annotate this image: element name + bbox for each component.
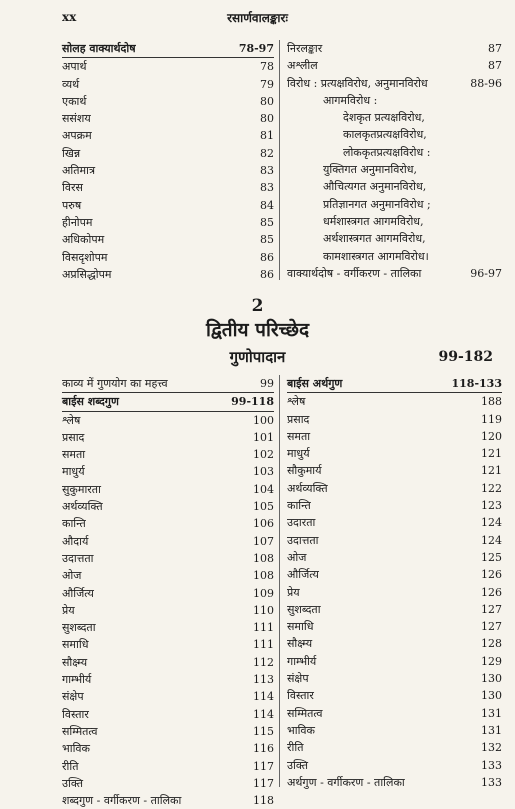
- toc-entry-page: 111: [253, 621, 274, 635]
- toc-entry-label: अर्थगुण - वर्गीकरण - तालिका: [287, 775, 405, 789]
- toc-entry: [62, 58, 274, 75]
- toc-entry: [287, 687, 502, 704]
- toc-entry: [62, 636, 274, 653]
- toc-entry-label: कामशास्त्रगत आगमविरोध।: [323, 249, 429, 263]
- toc-section2-left: [62, 375, 274, 809]
- toc-entry-label: अपार्थ: [62, 60, 87, 74]
- toc-entry-page: 105: [253, 500, 274, 514]
- toc-entry-page: 122: [481, 481, 502, 495]
- toc-entry-page: 104: [253, 482, 274, 496]
- toc-entry-label: औदार्य: [62, 534, 89, 548]
- toc-entry-label: सुकुमारता: [62, 482, 101, 496]
- toc-entry: [287, 144, 502, 161]
- toc-entry: [287, 549, 502, 566]
- toc-entry-label: शब्दगुण - वर्गीकरण - तालिका: [62, 794, 182, 808]
- toc-entry: [287, 57, 502, 74]
- toc-entry-page: 114: [253, 707, 274, 721]
- toc-entry: [62, 740, 274, 757]
- toc-entry-label: सौक्ष्म्य: [62, 655, 88, 669]
- toc-entry: [62, 585, 274, 602]
- toc-entry-label: अर्थव्यक्ति: [287, 481, 328, 495]
- toc-entry: [287, 428, 502, 445]
- toc-entry-label: समाधि: [62, 638, 89, 652]
- toc-entry-label: उदात्तता: [62, 551, 94, 565]
- toc-entry: [287, 462, 502, 479]
- toc-entry: [62, 550, 274, 567]
- toc-entry: [287, 497, 502, 514]
- toc-entry-page: 128: [481, 637, 502, 651]
- toc-entry: [287, 161, 502, 178]
- toc-entry-page: 96-97: [470, 266, 502, 280]
- toc-entry: [287, 618, 502, 635]
- column-divider: [279, 40, 280, 280]
- toc-entry: [62, 412, 274, 429]
- toc-entry: [287, 514, 502, 531]
- toc-entry-label: बाईस अर्थगुण: [287, 377, 343, 390]
- toc-entry-page: 83: [260, 164, 274, 178]
- toc-entry-label: भाविक: [287, 723, 315, 737]
- toc-entry: [62, 76, 274, 93]
- toc-entry-page: 188: [481, 395, 502, 409]
- toc-entry-page: 120: [481, 429, 502, 443]
- toc-entry: [62, 723, 274, 740]
- toc-entry-page: 86: [260, 267, 274, 281]
- toc-entry-label: सुशब्दता: [287, 602, 321, 616]
- toc-entry: [62, 162, 274, 179]
- toc-entry-page: 125: [481, 550, 502, 564]
- toc-entry-page: 117: [253, 759, 274, 773]
- toc-entry: [62, 93, 274, 110]
- toc-entry-label: गाम्भीर्य: [287, 654, 317, 668]
- toc-entry-label: औचित्यगत अनुमानविरोध,: [323, 180, 427, 194]
- column-divider: [279, 375, 280, 787]
- toc-entry-page: 126: [481, 568, 502, 582]
- chapter-number: 2: [251, 296, 264, 316]
- toc-entry-label: विरस: [62, 181, 83, 195]
- toc-entry-page: 123: [481, 499, 502, 513]
- toc-entry-label: उक्ति: [287, 758, 309, 772]
- toc-entry-page: 88-96: [470, 76, 502, 90]
- toc-entry-label: सुशब्दता: [62, 621, 96, 635]
- toc-entry-page: 81: [260, 129, 274, 143]
- toc-entry: [287, 75, 502, 92]
- toc-entry-label: संक्षेप: [287, 672, 309, 686]
- toc-entry: [62, 619, 274, 636]
- toc-section2-right: [287, 375, 502, 791]
- toc-entry: [62, 375, 274, 393]
- toc-entry-label: श्लेष: [287, 395, 306, 409]
- toc-entry-page: 111: [253, 638, 274, 652]
- toc-entry: [62, 706, 274, 723]
- toc-entry-page: 124: [481, 516, 502, 530]
- toc-entry: [287, 40, 502, 57]
- toc-entry-label: माधुर्य: [62, 465, 85, 479]
- toc-entry-page: 101: [253, 430, 274, 444]
- toc-entry-page: 99-118: [231, 395, 274, 409]
- toc-entry-page: 121: [481, 464, 502, 478]
- toc-entry: [287, 739, 502, 756]
- toc-entry: [62, 266, 274, 283]
- toc-entry: [62, 249, 274, 266]
- toc-entry-page: 100: [253, 413, 274, 427]
- toc-entry-label: खिन्न: [62, 146, 81, 160]
- toc-entry: [62, 463, 274, 480]
- toc-entry-label: कालकृतप्रत्यक्षविरोध,: [343, 128, 427, 142]
- toc-entry-page: 115: [253, 724, 274, 738]
- toc-entry-label: सम्मितत्व: [62, 724, 98, 738]
- toc-entry: [287, 757, 502, 774]
- toc-entry-label: और्जित्य: [62, 586, 94, 600]
- toc-entry: [62, 179, 274, 196]
- toc-entry-label: उदारता: [287, 516, 316, 530]
- toc-group-heading: [287, 375, 502, 393]
- toc-entry: [287, 774, 502, 791]
- toc-entry-label: कान्ति: [287, 499, 311, 513]
- toc-entry-page: 107: [253, 534, 274, 548]
- toc-entry-label: ओज: [62, 569, 82, 583]
- toc-entry-label: काव्य में गुणयोग का महत्त्व: [62, 377, 168, 390]
- toc-entry-page: 83: [260, 181, 274, 195]
- toc-entry-label: अर्थशास्त्रगत आगमविरोध,: [323, 232, 426, 246]
- toc-entry-page: 124: [481, 533, 502, 547]
- toc-entry-label: विस्तार: [62, 707, 89, 721]
- toc-entry-label: सौकुमार्य: [287, 464, 322, 478]
- toc-entry: [62, 446, 274, 463]
- toc-entry: [62, 567, 274, 584]
- toc-entry-label: माधुर्य: [287, 447, 310, 461]
- toc-entry-label: बाईस शब्दगुण: [62, 395, 119, 409]
- toc-entry: [287, 248, 502, 265]
- toc-entry: [287, 653, 502, 670]
- page-number: xx: [62, 10, 77, 24]
- toc-entry-page: 112: [253, 655, 274, 669]
- toc-entry-label: निरलङ्कार: [287, 42, 323, 55]
- toc-entry: [62, 775, 274, 792]
- toc-entry-page: 99: [260, 377, 274, 390]
- toc-entry: [62, 671, 274, 688]
- section-page-range: 99-182: [438, 349, 493, 365]
- section-title: गुणोपादान: [229, 348, 286, 366]
- toc-entry-label: व्यर्थ: [62, 77, 80, 91]
- toc-entry: [62, 498, 274, 515]
- toc-entry-label: विस्तार: [287, 689, 314, 703]
- toc-entry-label: आगमविरोध :: [323, 93, 378, 107]
- toc-entry: [62, 758, 274, 775]
- toc-entry-page: 78-97: [238, 42, 274, 55]
- toc-entry-page: 133: [481, 758, 502, 772]
- toc-entry: [62, 602, 274, 619]
- toc-entry: [287, 480, 502, 497]
- toc-entry-page: 127: [481, 602, 502, 616]
- toc-entry: [62, 429, 274, 446]
- toc-entry-page: 80: [260, 112, 274, 126]
- toc-entry-label: उक्ति: [62, 776, 84, 790]
- toc-entry-label: प्रेय: [287, 585, 300, 599]
- toc-entry-label: प्रसाद: [287, 412, 310, 426]
- toc-entry: [287, 566, 502, 583]
- toc-entry: [62, 197, 274, 214]
- toc-entry-label: विरोध : प्रत्यक्षविरोध, अनुमानविरोध: [287, 76, 428, 90]
- toc-entry-label: समता: [62, 448, 86, 462]
- toc-entry-label: परुष: [62, 198, 82, 212]
- toc-entry-page: 103: [253, 465, 274, 479]
- toc-entry-page: 79: [260, 77, 274, 91]
- toc-entry-label: रीति: [62, 759, 79, 773]
- toc-entry: [287, 265, 502, 282]
- toc-entry-page: 130: [481, 672, 502, 686]
- toc-entry-label: अतिमात्र: [62, 164, 96, 178]
- toc-entry-page: 130: [481, 689, 502, 703]
- toc-entry: [287, 178, 502, 195]
- toc-entry-page: 118-133: [451, 377, 502, 390]
- toc-entry-label: रीति: [287, 741, 304, 755]
- toc-entry-label: गाम्भीर्य: [62, 673, 92, 687]
- toc-entry-page: 80: [260, 94, 274, 108]
- toc-entry-page: 119: [481, 412, 502, 426]
- toc-entry-page: 126: [481, 585, 502, 599]
- toc-entry-label: उदात्तता: [287, 533, 319, 547]
- toc-entry-page: 131: [481, 706, 502, 720]
- toc-entry-page: 85: [260, 215, 274, 229]
- chapter-title: द्वितीय परिच्छेद: [205, 319, 310, 341]
- toc-entry: [287, 92, 502, 109]
- toc-entry-page: 109: [253, 586, 274, 600]
- toc-entry-label: अप्रसिद्धोपम: [62, 267, 112, 281]
- toc-entry-page: 102: [253, 448, 274, 462]
- toc-entry-page: 114: [253, 690, 274, 704]
- toc-entry: [62, 481, 274, 498]
- toc-entry-page: 106: [253, 517, 274, 531]
- toc-entry-label: धर्मशास्त्रगत आगमविरोध,: [323, 214, 424, 228]
- toc-entry: [62, 127, 274, 144]
- toc-entry-label: देशकृत प्रत्यक्षविरोध,: [343, 111, 425, 125]
- toc-entry-label: श्लेष: [62, 413, 81, 427]
- toc-entry: [287, 635, 502, 652]
- toc-entry-label: सम्मितत्व: [287, 706, 323, 720]
- toc-entry-label: युक्तिगत अनुमानविरोध,: [323, 163, 417, 177]
- toc-entry-page: 121: [481, 447, 502, 461]
- toc-entry-label: सौक्ष्म्य: [287, 637, 313, 651]
- toc-entry-label: समाधि: [287, 620, 314, 634]
- toc-entry: [62, 654, 274, 671]
- toc-section1-left: [62, 40, 274, 283]
- toc-entry-page: 82: [260, 146, 274, 160]
- toc-entry-page: 118: [253, 794, 274, 808]
- toc-entry-label: प्रसाद: [62, 430, 85, 444]
- toc-entry-label: वाक्यार्थदोष - वर्गीकरण - तालिका: [287, 266, 422, 280]
- toc-entry: [287, 196, 502, 213]
- toc-entry: [287, 126, 502, 143]
- toc-entry-label: ससंशय: [62, 112, 91, 126]
- toc-entry-label: सोलह वाक्यार्थदोष: [62, 42, 136, 55]
- toc-entry: [287, 213, 502, 230]
- toc-group-heading: [62, 40, 274, 58]
- toc-entry: [287, 411, 502, 428]
- toc-entry-label: संक्षेप: [62, 690, 84, 704]
- toc-entry-page: 132: [481, 741, 502, 755]
- toc-entry-page: 127: [481, 620, 502, 634]
- toc-entry-page: 108: [253, 551, 274, 565]
- toc-entry: [287, 722, 502, 739]
- toc-entry-page: 131: [481, 723, 502, 737]
- toc-entry: [287, 393, 502, 410]
- toc-entry: [62, 533, 274, 550]
- toc-entry: [287, 601, 502, 618]
- toc-entry: [287, 670, 502, 687]
- toc-entry: [287, 532, 502, 549]
- toc-entry-label: प्रेय: [62, 603, 75, 617]
- toc-entry-page: 108: [253, 569, 274, 583]
- toc-entry-page: 113: [253, 673, 274, 687]
- toc-entry: [287, 109, 502, 126]
- toc-entry: [62, 110, 274, 127]
- toc-entry: [287, 584, 502, 601]
- toc-entry-page: 84: [260, 198, 274, 212]
- toc-entry: [62, 214, 274, 231]
- running-title: रसार्णवालङ्कारः: [227, 11, 288, 25]
- toc-entry-page: 78: [260, 60, 274, 74]
- toc-entry-page: 110: [253, 603, 274, 617]
- toc-entry-label: एकार्थ: [62, 94, 87, 108]
- toc-group-heading: [62, 393, 274, 411]
- toc-entry-label: लोककृतप्रत्यक्षविरोध :: [343, 145, 431, 159]
- toc-entry: [62, 515, 274, 532]
- toc-entry-label: अर्थव्यक्ति: [62, 500, 103, 514]
- toc-entry-page: 133: [481, 775, 502, 789]
- toc-entry-label: प्रतिज्ञानगत अनुमानविरोध ;: [323, 197, 431, 211]
- toc-entry-page: 116: [253, 742, 274, 756]
- toc-entry-page: 87: [488, 59, 502, 73]
- toc-entry-label: अधिकोपम: [62, 233, 105, 247]
- toc-entry-label: ओज: [287, 550, 307, 564]
- toc-entry: [62, 792, 274, 809]
- toc-entry-label: हीनोपम: [62, 215, 93, 229]
- toc-entry-label: समता: [287, 429, 311, 443]
- toc-entry: [287, 445, 502, 462]
- toc-entry: [287, 230, 502, 247]
- toc-entry-page: 86: [260, 250, 274, 264]
- toc-entry-page: 129: [481, 654, 502, 668]
- toc-entry-label: और्जित्य: [287, 568, 319, 582]
- toc-entry-label: भाविक: [62, 742, 90, 756]
- toc-entry-page: 85: [260, 233, 274, 247]
- toc-entry-page: 117: [253, 776, 274, 790]
- toc-entry-label: विसदृशोपम: [62, 250, 108, 264]
- toc-entry-label: अश्लील: [287, 59, 318, 73]
- toc-entry: [62, 231, 274, 248]
- toc-entry-label: कान्ति: [62, 517, 86, 531]
- toc-entry-page: 87: [488, 42, 502, 55]
- toc-entry-label: अपक्रम: [62, 129, 92, 143]
- toc-section1-right: [287, 40, 502, 282]
- toc-entry: [287, 705, 502, 722]
- toc-entry: [62, 688, 274, 705]
- toc-entry: [62, 145, 274, 162]
